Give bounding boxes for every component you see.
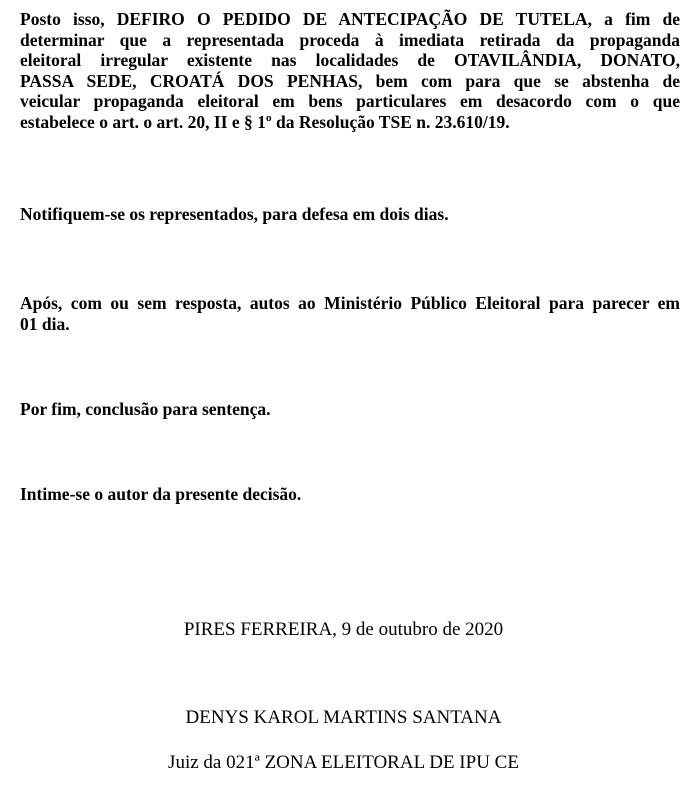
decision-line-1: Posto isso, DEFIRO O PEDIDO DE ANTECIPAÇÃO DE TUTELA, a fim de — [20, 9, 680, 29]
decision-line-2: determinar que a representada proceda à imediata retirada da propaganda — [20, 29, 680, 50]
conclusion-text: Por fim, conclusão para sentença. — [20, 399, 271, 419]
place-date: PIRES FERREIRA, 9 de outubro de 2020 — [183, 619, 504, 640]
response-line-2: 01 dia. — [20, 313, 70, 334]
response-paragraph — [20, 293, 680, 334]
conclusion-paragraph — [20, 399, 680, 420]
decision-line-6: estabelece o art. o art. 20, II e § 1º da Resolução TSE n. 23.610/19. — [20, 111, 510, 132]
response-line-1: Após, com ou sem resposta, autos ao Ministério Público Eleitoral para parecer em — [20, 293, 680, 313]
decision-line-4: PASSA SEDE, CROATÁ DOS PENHAS, bem com para que se abstenha de — [20, 70, 680, 91]
notification-paragraph — [20, 204, 680, 225]
notification-text: Notifiquem-se os representados, para defesa em dois dias. — [20, 204, 449, 224]
summons-paragraph — [20, 484, 680, 505]
signatory-role: Juiz da 021ª ZONA ELEITORAL DE IPU CE — [168, 752, 519, 773]
decision-paragraph — [20, 9, 680, 132]
signatory-name: DENYS KAROL MARTINS SANTANA — [185, 707, 502, 728]
summons-text: Intime-se o autor da presente decisão. — [20, 484, 302, 504]
decision-line-3: eleitoral irregular existente nas localidades de OTAVILÂNDIA, DONATO, — [20, 50, 680, 70]
decision-line-5: veicular propaganda eleitoral em bens particulares em desacordo com o que — [20, 91, 680, 111]
